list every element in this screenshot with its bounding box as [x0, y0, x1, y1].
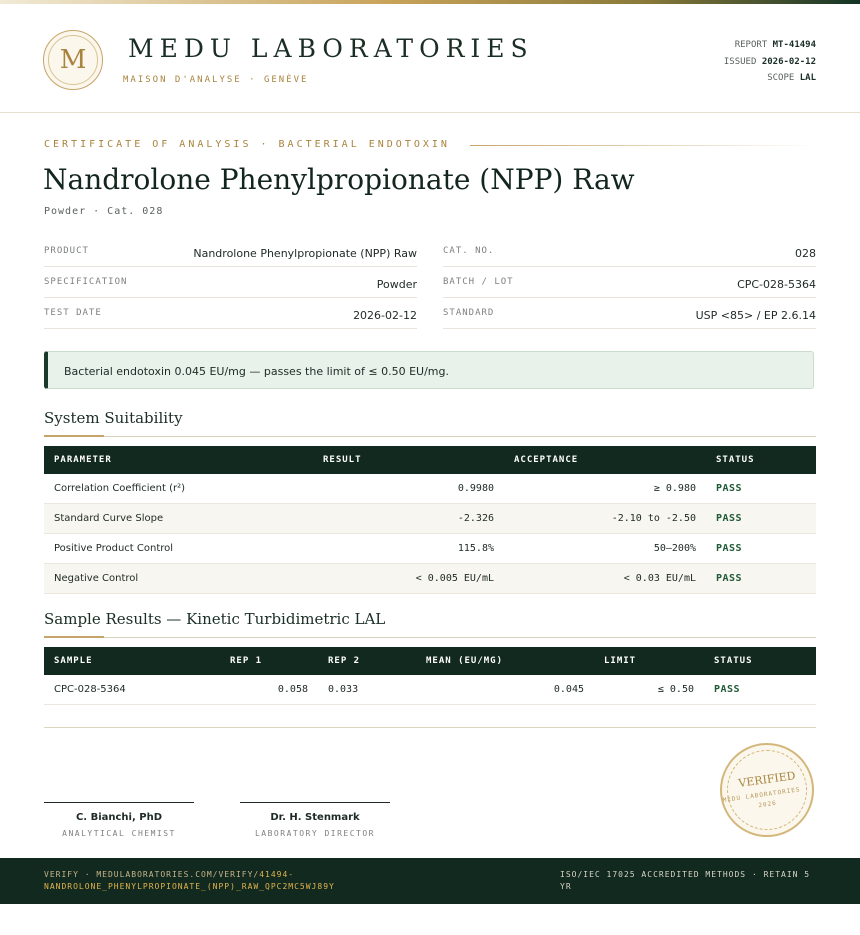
status-badge: PASS — [706, 564, 816, 594]
status-badge: PASS — [706, 504, 816, 534]
table-row — [44, 564, 816, 594]
issued-label: ISSUED — [723, 56, 757, 67]
rep2-cell: 0.033 — [318, 675, 416, 705]
section-title-samples: Sample Results — Kinetic Turbidimetric LAL — [44, 610, 386, 628]
info-row-specification — [44, 267, 417, 298]
verify-prefix: VERIFY · MEDULABORATORIES.COM/VERIFY/ — [44, 870, 260, 879]
column-header: SAMPLE — [44, 647, 220, 675]
verify-link[interactable] — [44, 869, 404, 893]
status-badge: PASS — [706, 534, 816, 564]
table-header-row — [44, 446, 816, 474]
sample-cell: CPC-028-5364 — [44, 675, 220, 705]
seal-sub-text: MEDU LABORATORIES · 2026 — [722, 784, 811, 810]
signatory-role: LABORATORY DIRECTOR — [254, 829, 375, 838]
product-subtitle: Powder · Cat. 028 — [44, 206, 164, 217]
info-row-batch-lot — [443, 267, 816, 298]
verdict-text: Bacterial endotoxin 0.045 EU/mg — passes the limit of ≤ 0.50 EU/mg. — [64, 365, 449, 378]
info-value: CPC-028-5364 — [737, 278, 816, 291]
issued-date: 2026-02-12 — [761, 56, 816, 67]
verdict-banner — [44, 351, 814, 389]
issued-line — [724, 54, 816, 71]
info-key: PRODUCT — [44, 246, 89, 256]
signatory-name: C. Bianchi, PhD — [75, 812, 163, 823]
mean-cell: 0.045 — [416, 675, 594, 705]
info-key: CAT. NO. — [443, 246, 495, 256]
column-header: ACCEPTANCE — [504, 446, 706, 474]
suitability-table — [44, 446, 816, 594]
parameter-cell: Positive Product Control — [44, 534, 313, 564]
status-badge: PASS — [704, 675, 816, 705]
info-value: 2026-02-12 — [353, 309, 417, 322]
signatory-role: ANALYTICAL CHEMIST — [62, 829, 176, 838]
section-rule — [44, 436, 816, 437]
scope-value: LAL — [799, 73, 816, 83]
report-footer — [0, 858, 860, 904]
info-key: STANDARD — [443, 308, 495, 318]
table-header-row — [44, 647, 816, 675]
product-title: Nandrolone Phenylpropionate (NPP) Raw — [43, 163, 635, 196]
column-header: LIMIT — [594, 647, 704, 675]
column-header: MEAN (EU/MG) — [416, 647, 594, 675]
info-row-product — [44, 236, 417, 267]
info-row-test-date — [44, 298, 417, 329]
logo-monogram: M — [48, 35, 98, 85]
signatory-name: Dr. H. Stenmark — [270, 812, 360, 823]
certificate-label-rule — [470, 145, 816, 146]
table-row — [44, 504, 816, 534]
verified-seal — [720, 743, 814, 837]
seal-main-text: VERIFIED — [737, 769, 797, 790]
result-cell: 115.8% — [313, 534, 504, 564]
info-key: BATCH / LOT — [443, 277, 514, 287]
section-title-suitability: System Suitability — [44, 409, 183, 427]
brand-subtitle: MAISON D'ANALYSE · GENÈVE — [123, 75, 309, 85]
column-header: REP 2 — [318, 647, 416, 675]
info-value: 028 — [795, 247, 816, 260]
rep1-cell: 0.058 — [220, 675, 318, 705]
info-row-standard — [443, 298, 816, 329]
report-number: MT-41494 — [772, 40, 816, 50]
result-cell: 0.9980 — [313, 474, 504, 504]
acceptance-cell: < 0.03 EU/mL — [504, 564, 706, 594]
verify-code: 41494-NANDROLONE_PHENYLPROPIONATE_(NPP)_RAW_QPC2MC5WJ89Y — [44, 870, 335, 891]
info-column-right — [443, 236, 816, 329]
brand-name: MEDU LABORATORIES — [128, 34, 534, 63]
section-accent — [44, 636, 104, 638]
scope-line — [724, 70, 816, 87]
signature-divider — [44, 727, 816, 728]
result-cell: -2.326 — [313, 504, 504, 534]
report-number-line — [724, 37, 816, 54]
info-value: Powder — [376, 278, 417, 291]
result-cell: < 0.005 EU/mL — [313, 564, 504, 594]
parameter-cell: Standard Curve Slope — [44, 504, 313, 534]
section-accent — [44, 435, 104, 437]
column-header: REP 1 — [220, 647, 318, 675]
signature-block-chemist — [44, 802, 194, 838]
acceptance-cell: -2.10 to -2.50 — [504, 504, 706, 534]
column-header: STATUS — [704, 647, 816, 675]
lab-logo — [43, 30, 103, 90]
info-value: Nandrolone Phenylpropionate (NPP) Raw — [193, 247, 417, 260]
acceptance-cell: ≥ 0.980 — [504, 474, 706, 504]
parameter-cell: Correlation Coefficient (r²) — [44, 474, 313, 504]
acceptance-cell: 50–200% — [504, 534, 706, 564]
column-header: STATUS — [706, 446, 816, 474]
parameter-cell: Negative Control — [44, 564, 313, 594]
signature-block-director — [240, 802, 390, 838]
certificate-label: CERTIFICATE OF ANALYSIS · BACTERIAL ENDOTOXIN — [44, 139, 450, 150]
limit-cell: ≤ 0.50 — [594, 675, 704, 705]
report-number-label: REPORT — [734, 40, 768, 50]
report-header — [0, 4, 860, 113]
info-key: TEST DATE — [44, 308, 102, 318]
column-header: PARAMETER — [44, 446, 313, 474]
section-rule — [44, 637, 816, 638]
scope-label: SCOPE — [767, 73, 795, 83]
info-column-left — [44, 236, 417, 329]
accreditation-note: ISO/IEC 17025 ACCREDITED METHODS · RETAIN 5 YR — [560, 870, 811, 891]
report-meta — [724, 37, 816, 87]
status-badge: PASS — [706, 474, 816, 504]
sample-results-table — [44, 647, 816, 705]
table-row — [44, 675, 816, 705]
column-header: RESULT — [313, 446, 504, 474]
info-key: SPECIFICATION — [44, 277, 128, 287]
info-value: USP <85> / EP 2.6.14 — [695, 309, 816, 322]
table-row — [44, 474, 816, 504]
table-row — [44, 534, 816, 564]
info-row-cat-no — [443, 236, 816, 267]
